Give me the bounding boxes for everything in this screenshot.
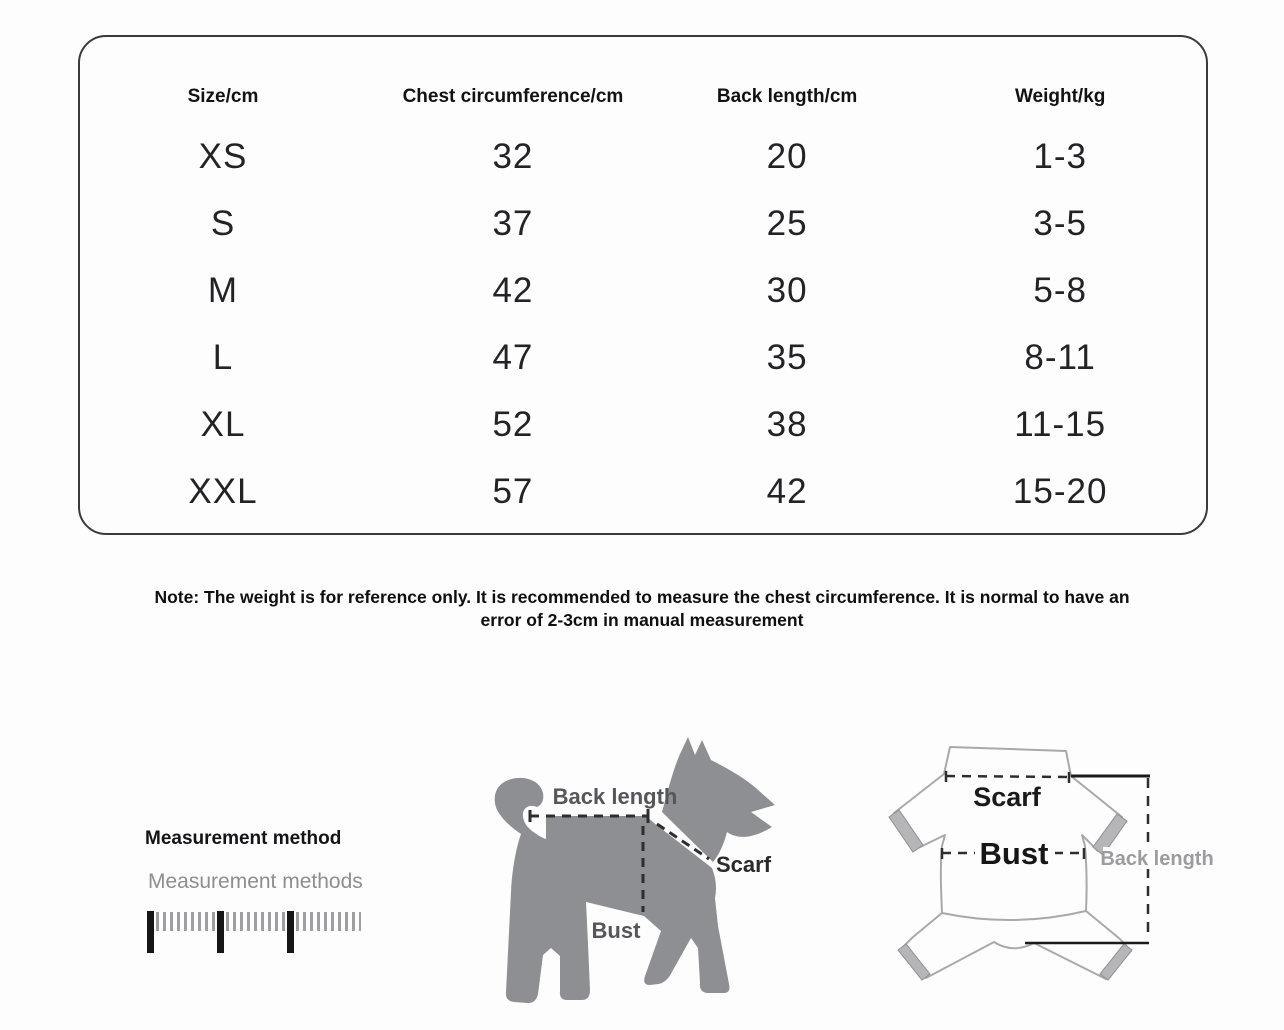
chest-cell: 52 [492,404,534,444]
dog-bust-label: Bust [591,918,641,943]
measurement-method-title: Measurement method [145,828,342,849]
back-length-cell: 42 [766,471,808,511]
table-body [80,123,1206,525]
size-cell: XL [200,404,246,444]
size-cell: S [210,203,236,243]
ruler-ticks [149,912,361,931]
table-row [80,324,1206,391]
note-line-1: Note: The weight is for reference only. It is recommended to measure the chest circumference. It is normal to have an [154,587,1130,607]
garment-scarf-label: Scarf [973,782,1041,812]
back-length-cell: 25 [766,203,808,243]
size-cell: XXL [188,471,258,511]
dog-back-length-label: Back length [552,784,678,809]
ruler-bar [217,911,224,953]
weight-cell: 3-5 [1033,203,1087,243]
table-row [80,458,1206,525]
dog-measurement-diagram [480,712,790,1014]
size-cell: XS [198,136,248,176]
measurement-methods-subtitle: Measurement methods [148,870,363,893]
back-length-cell: 20 [766,136,808,176]
weight-cell: 5-8 [1033,270,1087,310]
size-table [78,35,1208,535]
table-header-row [80,37,1206,123]
table-row [80,123,1206,190]
back-length-cell: 30 [766,270,808,310]
weight-cell: 11-15 [1014,404,1107,444]
garment-measurement-diagram [880,725,1220,1015]
column-header-chest: Chest circumference/cm [402,86,624,107]
weight-cell: 1-3 [1033,136,1087,176]
garment-bust-label: Bust [979,836,1049,871]
chest-cell: 37 [492,203,534,243]
note-line-2: error of 2-3cm in manual measurement [480,609,804,630]
table-row [80,257,1206,324]
weight-cell: 15-20 [1012,471,1108,511]
weight-cell: 8-11 [1024,337,1096,377]
chest-cell: 42 [492,270,534,310]
table-row [80,190,1206,257]
dog-scarf-label: Scarf [716,852,772,877]
size-cell: M [207,270,239,310]
back-length-cell: 35 [766,337,808,377]
table-row [80,391,1206,458]
column-header-back: Back length/cm [716,86,858,107]
chest-cell: 32 [492,136,534,176]
size-cell: L [212,337,234,377]
column-header-weight: Weight/kg [1014,86,1106,107]
back-length-cell: 38 [766,404,808,444]
column-header-size: Size/cm [187,86,259,107]
ruler-icon [147,911,363,953]
chest-cell: 57 [492,471,534,511]
note-text [82,586,1202,631]
ruler-bar [147,911,154,953]
garment-back-length-label: Back length [1100,848,1214,870]
ruler-bar [287,911,294,953]
chest-cell: 47 [492,337,534,377]
